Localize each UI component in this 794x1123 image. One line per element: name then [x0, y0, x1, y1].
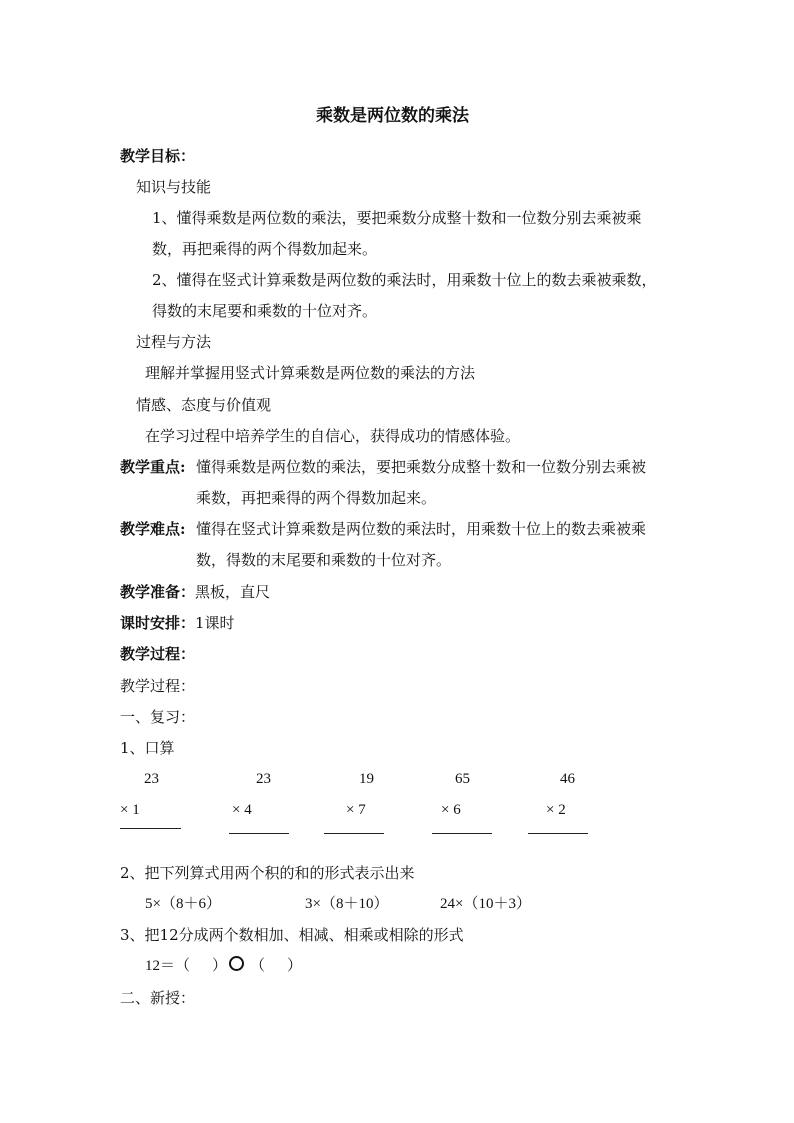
emotion-heading: 情感、态度与价值观 [136, 396, 272, 414]
problem-5-rule [528, 833, 588, 834]
process-method-heading: 过程与方法 [136, 333, 212, 351]
q3-end: ） [287, 958, 303, 974]
page-title: 乘数是两位数的乘法 [316, 106, 469, 126]
problem-1-rule [120, 828, 181, 829]
schedule-line [120, 613, 235, 633]
operator-circle-icon [229, 956, 244, 971]
problem-4-top: 65 [455, 771, 470, 787]
preparation-label: 教学准备： [120, 583, 196, 601]
problem-3-rule [324, 833, 384, 834]
schedule-text: 1课时 [195, 614, 235, 632]
problem-3-top: 19 [359, 771, 374, 787]
skills-item1-line1: 1、懂得乘数是两位数的乘法，要把乘数分成整十数和一位数分别去乘被乘 [152, 209, 642, 227]
oral-heading: 1、口算 [120, 739, 175, 757]
problem-2-top: 23 [256, 771, 271, 787]
difficulty-line2: 数，得数的末尾要和乘数的十位对齐。 [196, 551, 452, 569]
key-point-line2: 乘数，再把乘得的两个得数加起来。 [196, 489, 437, 507]
q2-expr-2: 3×（8＋10） [305, 896, 389, 912]
preparation-text: 黑板，直尺 [195, 583, 271, 601]
difficulty-label: 教学难点: [120, 520, 186, 538]
review-heading: 一、复习： [120, 708, 196, 726]
preparation-line [120, 582, 270, 602]
skills-item2-line1: 2、懂得在竖式计算乘数是两位数的乘法时，用乘数十位上的数去乘被乘数， [152, 271, 657, 289]
schedule-label: 课时安排： [120, 614, 196, 632]
key-point-line1: 懂得乘数是两位数的乘法，要把乘数分成整十数和一位数分别去乘被 [196, 458, 647, 476]
new-lesson-heading: 二、新授： [120, 989, 196, 1007]
q2-expr-1: 5×（8＋6） [145, 896, 221, 912]
problem-2-rule [229, 833, 289, 834]
skills-item1-line2: 数，再把乘得的两个得数加起来。 [152, 240, 378, 258]
q3-mid: ） [212, 958, 228, 974]
skills-heading: 知识与技能 [136, 178, 212, 196]
objectives-heading: 教学目标： [120, 147, 196, 165]
key-point-label: 教学重点: [120, 458, 186, 476]
skills-item2-line2: 得数的末尾要和乘数的十位对齐。 [152, 302, 378, 320]
problem-4-bottom: × 6 [441, 802, 461, 818]
process-heading: 教学过程： [120, 677, 196, 695]
problem-2-bottom: × 4 [232, 802, 252, 818]
problem-5-bottom: × 2 [546, 802, 566, 818]
problem-3-bottom: × 7 [346, 802, 366, 818]
q3-right: （ [250, 958, 266, 974]
problem-5-top: 46 [560, 771, 575, 787]
problem-1-top: 23 [144, 771, 159, 787]
q2-heading: 2、把下列算式用两个积的和的形式表示出来 [120, 864, 415, 882]
problem-1-bottom: × 1 [120, 802, 140, 818]
q3-expression [145, 956, 302, 976]
q2-expr-3: 24×（10＋3） [440, 896, 531, 912]
problem-4-rule [432, 833, 492, 834]
q3-left: 12＝（ [145, 958, 191, 974]
process-heading-bold: 教学过程： [120, 645, 196, 663]
emotion-text: 在学习过程中培养学生的自信心，获得成功的情感体验。 [145, 427, 521, 445]
process-method-text: 理解并掌握用竖式计算乘数是两位数的乘法的方法 [145, 364, 476, 382]
q3-heading: 3、把12分成两个数相加、相减、相乘或相除的形式 [120, 926, 464, 944]
difficulty-line1: 懂得在竖式计算乘数是两位数的乘法时，用乘数十位上的数去乘被乘 [196, 520, 647, 538]
